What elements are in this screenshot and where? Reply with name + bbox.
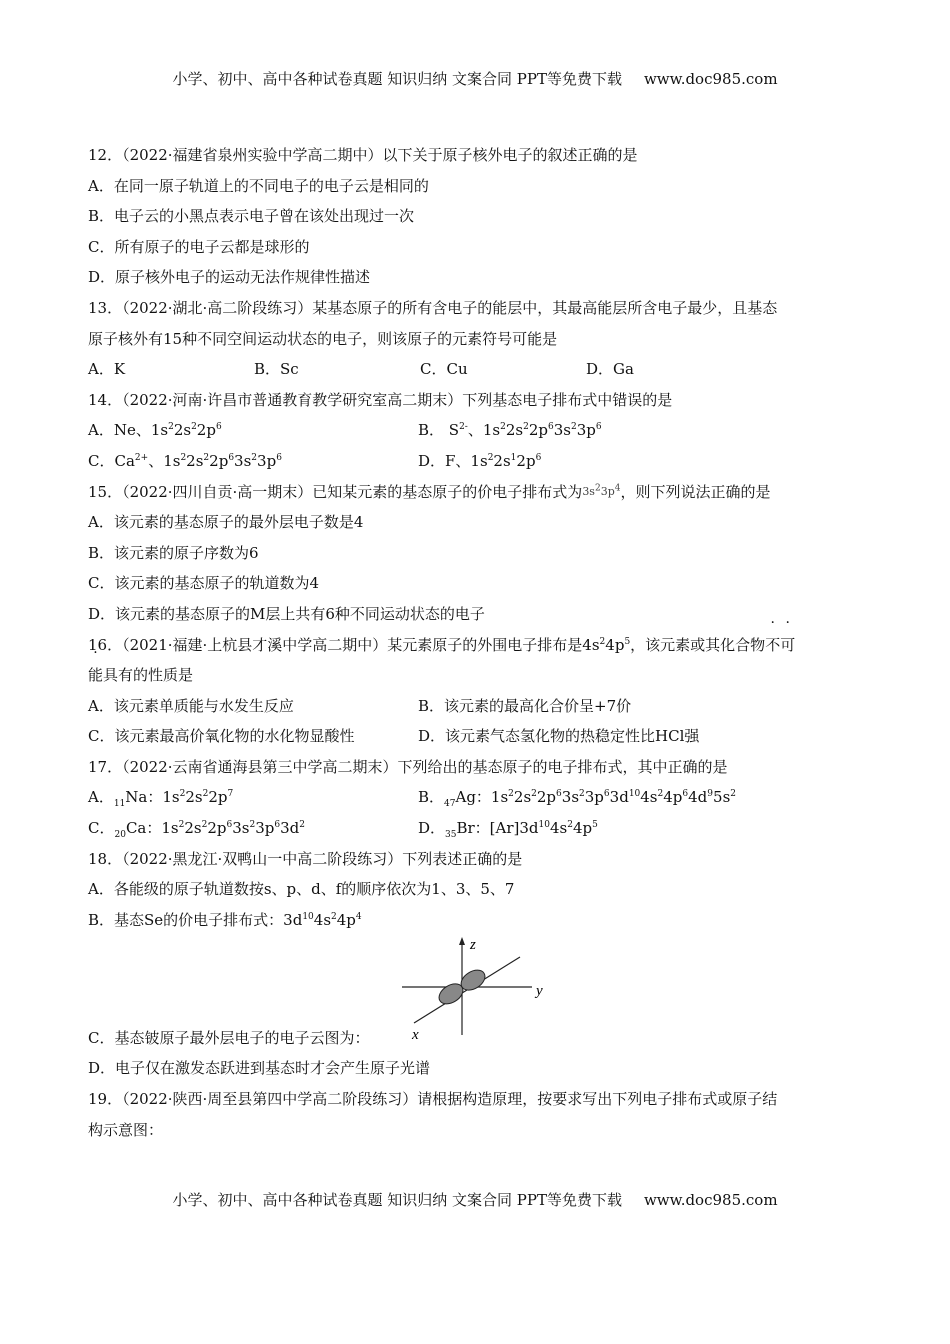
page-header (0, 68, 950, 89)
q17-options-row2 (88, 813, 862, 844)
q12-option-b: B．电子云的小黑点表示电子曾在该处出现过一次 (88, 207, 415, 226)
q17-option-d: D．$_{35}$Br：$[Ar]3d^{10}4s^24p^5$ (418, 819, 598, 841)
fig-label-y: y (536, 983, 543, 1000)
header-text: 小学、初中、高中各种试卷真题 知识归纳 文案合同 PPT等免费下载 (172, 70, 622, 88)
q14-option-c: C．$Ca^{2+}$、$1s^22s^22p^63s^23p^6$ (88, 451, 282, 470)
q13-option-b: B．Sc (254, 360, 299, 379)
q16-options-row1 (88, 691, 862, 722)
q15-option-b: B．该元素的原子序数为6 (88, 543, 259, 562)
q16-option-c: C．该元素最高价氧化物的水化物显酸性 (88, 727, 355, 746)
q13-option-c: C．Cu (420, 360, 468, 379)
q17-stem: 17．（2022·云南省通海县第三中学高二期末）下列给出的基态原子的电子排布式，其中正确的是 (88, 757, 728, 776)
q17-option-c: C．$_{20}$Ca：$1s^22s^22p^63s^23p^63d^2$ (88, 819, 305, 841)
q19-stem-line2: 构示意图： (88, 1120, 164, 1139)
q12-option-d: D．原子核外电子的运动无法作规律性描述 (88, 268, 371, 287)
q16-option-d: D．该元素气态氢化物的热稳定性比HCl强 (418, 727, 700, 746)
q14-options-row1 (88, 415, 862, 446)
q16-options-row2 (88, 721, 862, 752)
footer-url: www.doc985.com (643, 1191, 778, 1209)
q16-option-b: B．该元素的最高化合价呈+7价 (418, 696, 632, 715)
q15-option-c: C．该元素的基态原子的轨道数为4 (88, 574, 320, 593)
q13-option-d: D．Ga (586, 360, 634, 379)
q18-option-b: B．基态Se的价电子排布式：$3d^{10}4s^24p^4$ (88, 910, 362, 929)
q12-stem: 12．（2022·福建省泉州实验中学高二期中）以下关于原子核外电子的叙述正确的是 (88, 146, 638, 164)
q17-option-b: B．$_{47}$Ag：$1s^22s^22p^63s^23p^63d^{10}4s^24p^64d^95s^2$ (418, 788, 737, 810)
q13-stem-line2: 原子核外有15种不同空间运动状态的电子，则该原子的元素符号可能是 (88, 329, 558, 348)
q15-stem: 15．（2022·四川自贡·高一期末）已知某元素的基态原子的价电子排布式为$3s^23p^4$，则下列说法正确的是 (88, 482, 771, 501)
q16-stem-line1: 16．（2021·福建·上杭县才溪中学高二期中）某元素原子的外围电子排布是$4s^24p^5$，该元素或其化合物不可 (88, 635, 796, 654)
q16-stem-line2: 能具有的性质是 (88, 666, 194, 685)
q12-option-a: A．在同一原子轨道上的不同电子的电子云是相同的 (88, 176, 429, 195)
page-footer (0, 1189, 950, 1210)
q13-options (88, 354, 862, 385)
q14-stem: 14．（2022·河南·许昌市普通教育教学研究室高二期末）下列基态电子排布式中错误的是 (88, 390, 673, 409)
q13-stem-line1: 13．（2022·湖北·高二阶段练习）某基态原子的所有含电子的能层中，其最高能层所含电子最少，且基态 (88, 298, 778, 317)
fig-label-x: x (412, 1027, 419, 1044)
q18-option-c: C．基态铍原子最外层电子的电子云图为： (88, 1028, 370, 1047)
q15-option-a: A．该元素的基态原子的最外层电子数是4 (88, 513, 364, 532)
q14-option-b: B． $S^{2-}$、$1s^22s^22p^63s^23p^6$ (418, 421, 602, 440)
q12-option-c: C．所有原子的电子云都是球形的 (88, 237, 310, 256)
q18-option-a: A．各能级的原子轨道数按s、p、d、f的顺序依次为1、3、5、7 (88, 880, 515, 899)
q14-option-a: A．Ne、$1s^22s^22p^6$ (88, 421, 222, 440)
z-axis-arrow (459, 937, 465, 945)
q18-stem: 18．（2022·黑龙江·双鸭山一中高二阶段练习）下列表述正确的是 (88, 849, 523, 868)
fig-label-z: z (470, 937, 476, 954)
footer-text: 小学、初中、高中各种试卷真题 知识归纳 文案合同 PPT等免费下载 (172, 1191, 622, 1209)
q18-figure-row (88, 935, 862, 1053)
p-orbital-figure (400, 935, 560, 1043)
q14-options-row2 (88, 446, 862, 477)
q17-options-row1 (88, 782, 862, 813)
q13-option-a: A．K (88, 360, 126, 379)
q15-option-d: D．该元素的基态原子的M层上共有6种不同运动状态的电子 (88, 604, 485, 623)
q18-option-d: D．电子仅在激发态跃进到基态时才会产生原子光谱 (88, 1059, 431, 1078)
q17-option-a: A．$_{11}$Na：$1s^22s^22p^7$ (88, 788, 234, 810)
q19-stem-line1: 19．（2022·陕西·周至县第四中学高二阶段练习）请根据构造原理，按要求写出下列电子排布式或原子结 (88, 1090, 778, 1109)
q14-option-d: D．F、$1s^22s^12p^6$ (418, 451, 542, 470)
q15-formula: $3s^23p^4$ (582, 482, 621, 498)
q16-option-a: A．该元素单质能与水发生反应 (88, 696, 294, 715)
question-content (88, 140, 862, 1145)
header-url: www.doc985.com (643, 70, 778, 88)
